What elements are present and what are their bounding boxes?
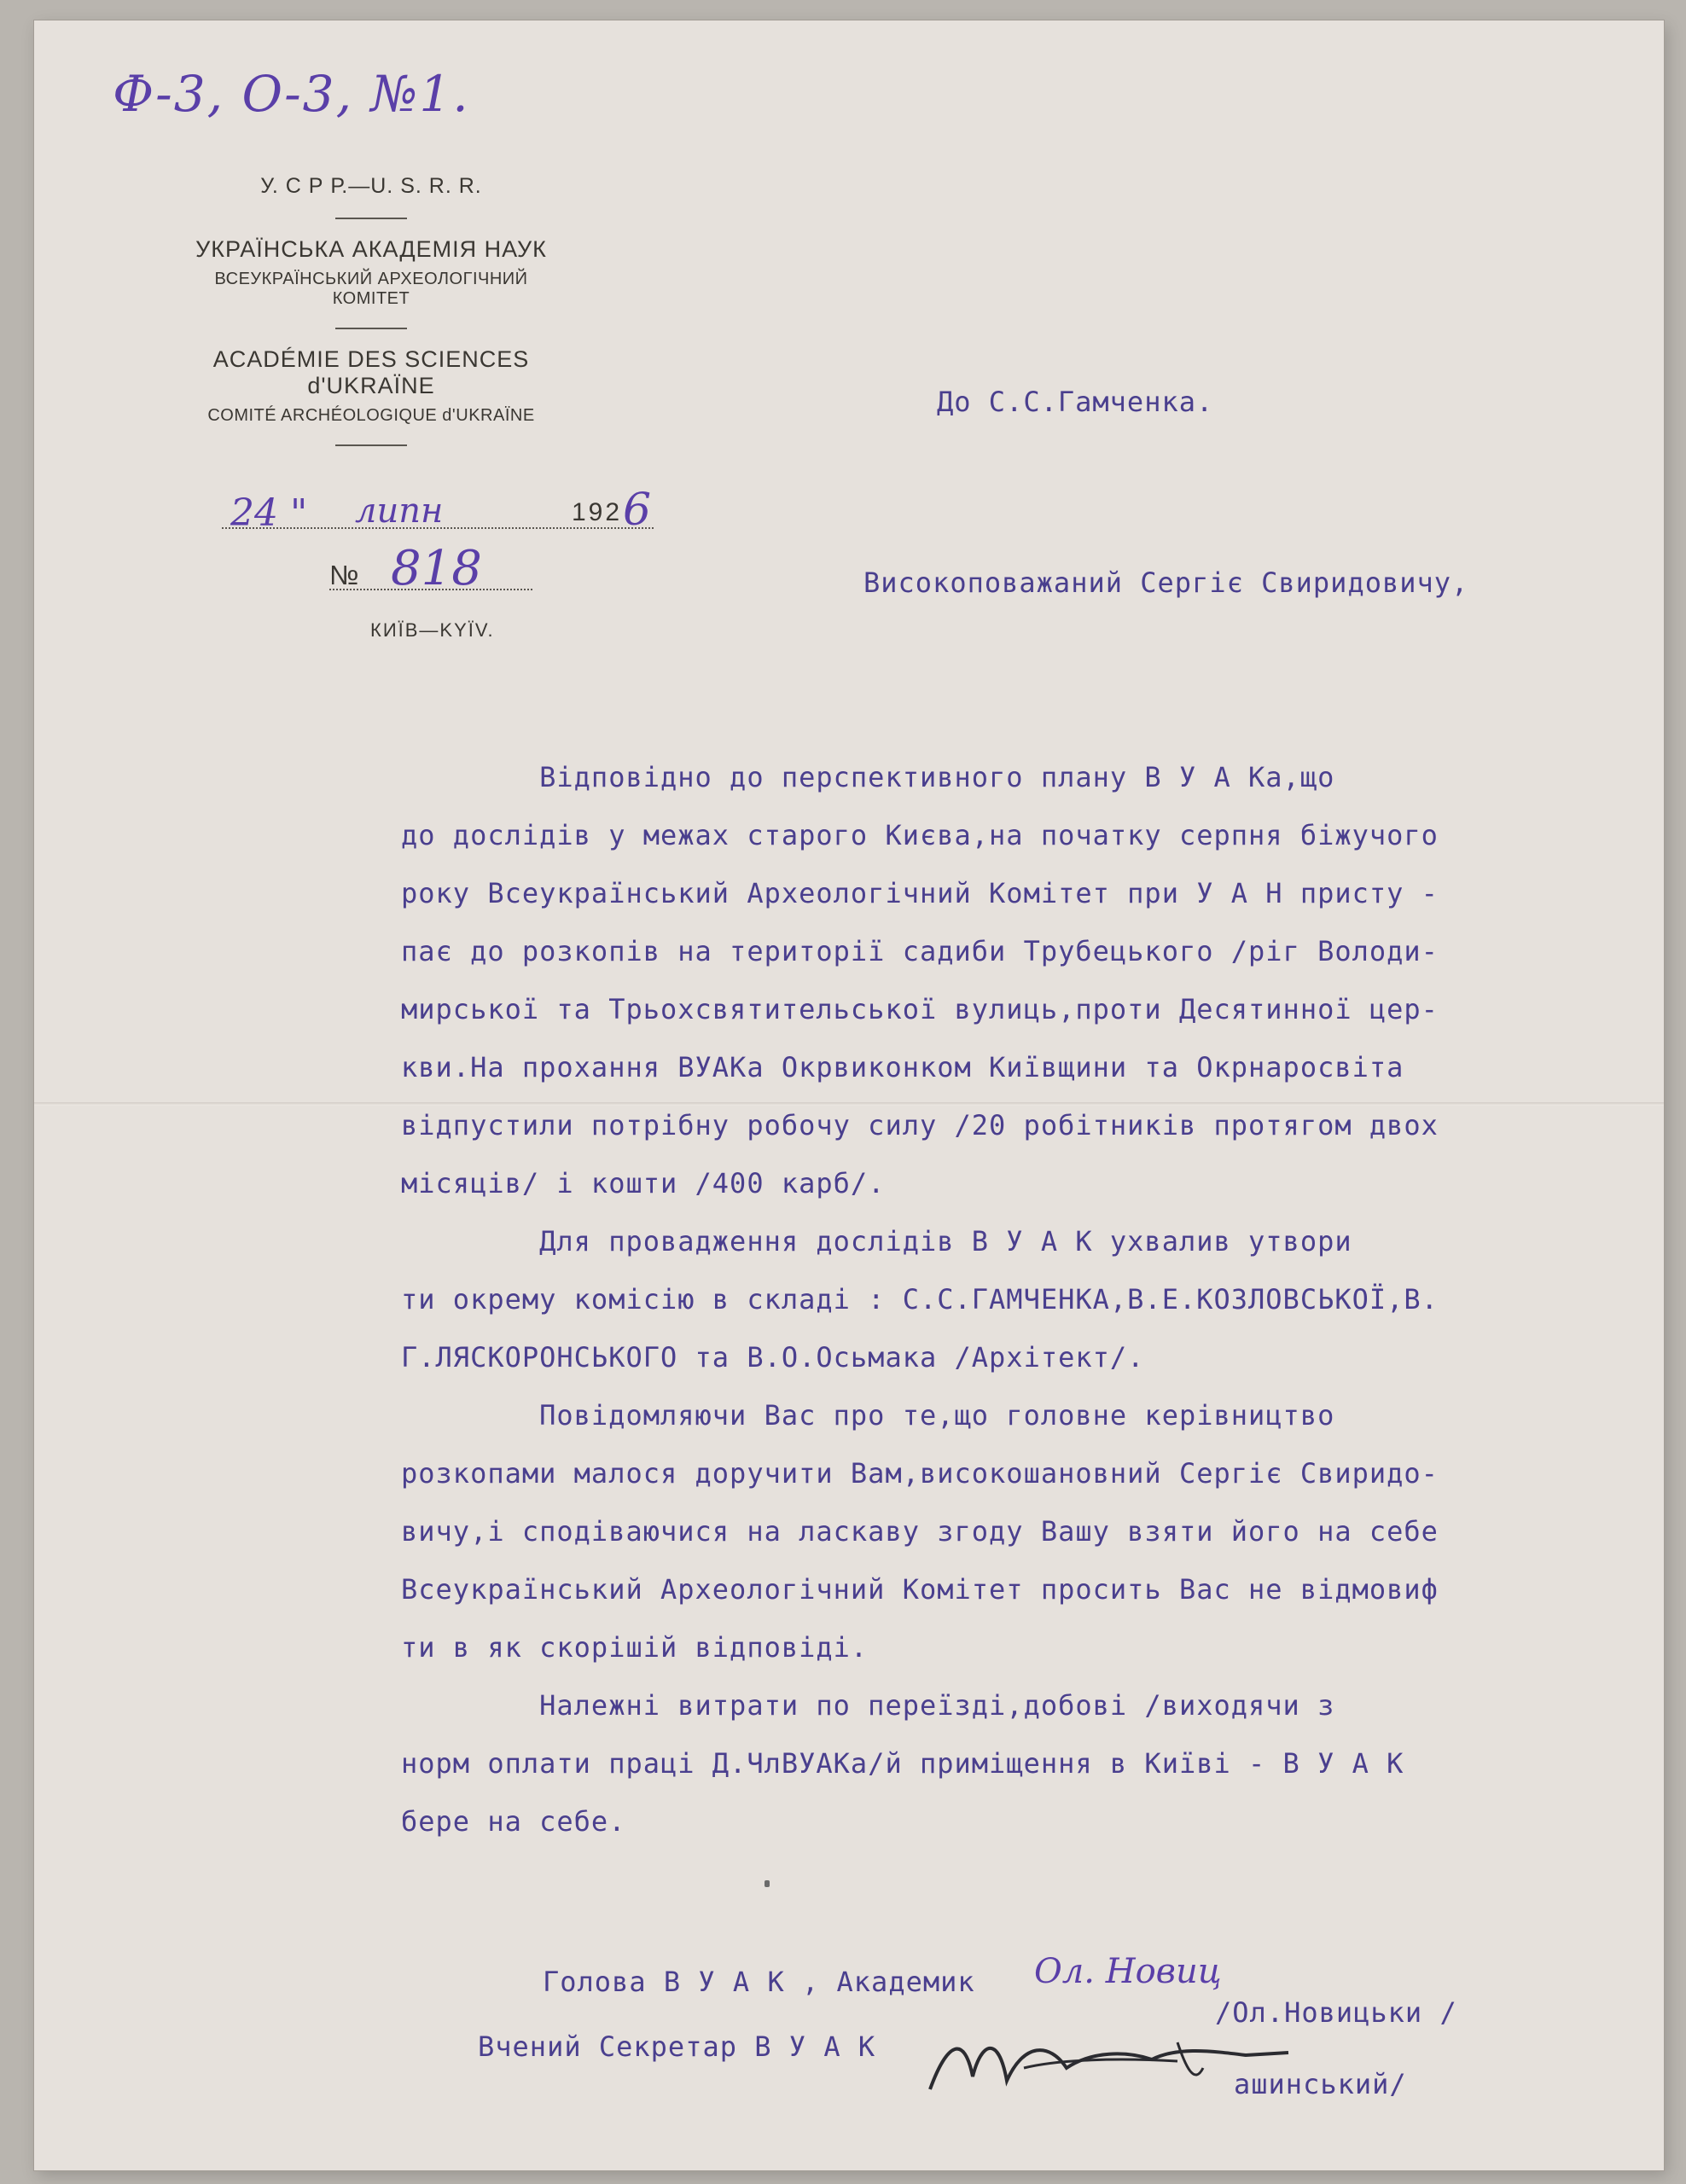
signature-line-chairman xyxy=(543,1966,975,1998)
number-label: № xyxy=(329,560,359,590)
committee-name-fr: COMITÉ ARCHÉOLOGIQUE d'UKRAÏNE xyxy=(207,406,535,425)
divider xyxy=(335,328,407,329)
body-line: Всеукраїнський Археологічний Комітет просить Вас не відмовиф xyxy=(401,1573,1439,1606)
body-line: вичу,і сподіваючися на ласкаву згоду Вашу взяти його на себе xyxy=(401,1515,1439,1548)
secretary-title: Вчений Секретар В У А К xyxy=(478,2030,876,2063)
divider xyxy=(335,218,407,219)
chairman-handwritten-signature: Ол. Новиц xyxy=(1034,1952,1222,1991)
body-line: відпустили потрібну робочу силу /20 робітників протягом двох xyxy=(401,1109,1439,1141)
academy-name-fr: ACADÉMIE DES SCIENCES d'UKRAÏNE xyxy=(212,346,530,398)
body-line: ти в як скорішій відповіді. xyxy=(401,1631,869,1664)
document-number-field xyxy=(329,541,532,596)
body-line: Для провадження дослідів В У А К ухвалив утвори xyxy=(401,1225,1352,1258)
letterhead xyxy=(179,174,563,446)
body-line: норм оплати праці Д.ЧлВУАКа/й приміщення в Київі - В У А К xyxy=(401,1747,1404,1780)
date-year-printed: 192 xyxy=(572,498,623,526)
body-line: мирської та Трьохсвятительської вулиць,проти Десятинної цер- xyxy=(401,993,1439,1025)
body-line: розкопами малося доручити Вам,високошановний Сергіє Свиридо- xyxy=(401,1457,1439,1490)
document-number: 818 xyxy=(391,541,482,596)
paper-fold xyxy=(34,1102,1664,1106)
body-line: Належні витрати по переїзді,добові /виходячи з xyxy=(401,1689,1335,1722)
date-field xyxy=(222,485,654,536)
body-line: Г.ЛЯСКОРОНСЬКОГО та В.О.Осьмака /Архітект/. xyxy=(401,1341,1145,1374)
body-line: місяців/ і кошти /400 карб/. xyxy=(401,1167,886,1199)
body-line: пає до розкопів на території садиби Трубецького /ріг Володи- xyxy=(401,935,1439,967)
date-year-handwritten: 6 xyxy=(623,485,652,536)
body-line: бере на себе. xyxy=(401,1805,626,1838)
city: КИЇВ—KYÏV. xyxy=(370,619,495,641)
body-line: ти окрему комісію в складі : С.С.ГАМЧЕНКА,В.Е.КОЗЛОВСЬКОЇ,В. xyxy=(401,1283,1439,1316)
paper-speck xyxy=(765,1880,770,1887)
date-day: 24 " xyxy=(230,491,308,535)
divider xyxy=(335,444,407,446)
salutation: Високоповажаний Сергіє Свиридовичу, xyxy=(863,566,1469,599)
body-line: кви.На прохання ВУАКа Окрвиконком Київщини та Окрнаросвіта xyxy=(401,1051,1404,1083)
date-month: липн xyxy=(355,491,444,531)
chairman-title: Голова В У А К , Академик xyxy=(543,1966,975,1998)
chairman-name: /Ол.Новицьки / xyxy=(1215,1996,1457,2029)
body-line: року Всеукраїнський Археологічний Комітет при У А Н присту - xyxy=(401,877,1439,909)
archive-reference: Ф-3, О-3, №1. xyxy=(113,65,470,123)
body-line: Відповідно до перспективного плану В У А Ка,що xyxy=(401,761,1335,793)
secretary-name: ашинський/ xyxy=(1234,2068,1407,2100)
addressee: До С.С.Гамченка. xyxy=(937,386,1214,418)
letter-page xyxy=(34,20,1664,2170)
body-line: до дослідів у межах старого Києва,на початку серпня біжучого xyxy=(401,819,1439,851)
committee-name-uk: ВСЕУКРАЇНСЬКИЙ АРХЕОЛОГІЧНИЙ КОМІТЕТ xyxy=(214,270,528,308)
republic-line: У. С Р Р.—U. S. R. R. xyxy=(260,174,482,198)
signature-line-secretary xyxy=(478,2030,875,2063)
academy-name-uk: УКРАЇНСЬКА АКАДЕМІЯ НАУК xyxy=(195,236,547,262)
body-line: Повідомляючи Вас про те,що головне керівництво xyxy=(401,1399,1335,1432)
